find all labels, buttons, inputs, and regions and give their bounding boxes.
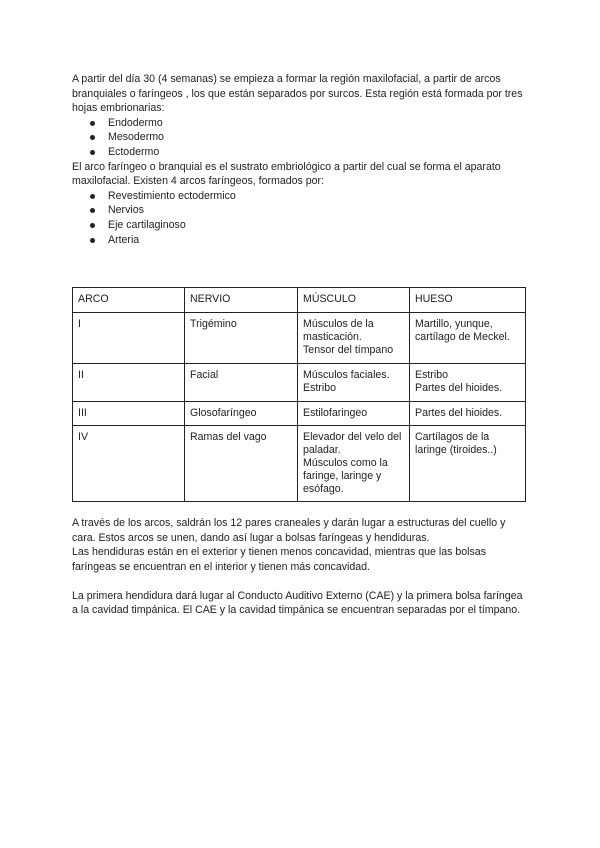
table-cell: Cartílagos de la laringe (tiroides..) bbox=[410, 426, 526, 502]
arch-components-list bbox=[72, 189, 530, 247]
table-cell: Ramas del vago bbox=[185, 426, 298, 502]
pharyngeal-arches-table bbox=[72, 287, 526, 502]
arches-paragraph: A través de los arcos, saldrán los 12 pares craneales y darán lugar a estructuras del cuello y cara. Estos arcos se unen, dando así lugar a bolsas faríngeas y hendiduras. bbox=[72, 517, 506, 544]
list-item: Arteria bbox=[72, 233, 530, 248]
list-item: Revestimiento ectodermico bbox=[72, 189, 530, 204]
table-cell: Estribo Partes del hioides. bbox=[410, 363, 526, 401]
header-cell: HUESO bbox=[410, 288, 526, 313]
list-item: Ectodermo bbox=[72, 145, 530, 160]
header-cell: ARCO bbox=[73, 288, 185, 313]
intro-paragraph: A partir del día 30 (4 semanas) se empieza a formar la región maxilofacial, a partir de arcos branquiales o faríngeos , los que están separados por surcos. Esta región está formada por tres hojas embrionarias: bbox=[72, 73, 523, 115]
list-item: Mesodermo bbox=[72, 130, 530, 145]
table-cell: IV bbox=[73, 426, 185, 502]
table-cell: Martillo, yunque, cartílago de Meckel. bbox=[410, 312, 526, 363]
table-cell: Glosofaríngeo bbox=[185, 401, 298, 426]
document-page bbox=[72, 72, 530, 618]
arch-paragraph: El arco faríngeo o branquial es el sustrato embriológico a partir del cual se forma el aparato maxilofacial. Existen 4 arcos faríngeos, formados por: bbox=[72, 160, 501, 188]
cae-paragraph: La primera hendidura dará lugar al Conducto Auditivo Externo (CAE) y la primera bolsa faríngea a la cavidad timpánica. El CAE y la cavidad timpánica se encuentran separadas por el tímpano. bbox=[72, 589, 523, 617]
table-cell: I bbox=[73, 312, 185, 363]
table-cell: Estilofaringeo bbox=[298, 401, 410, 426]
list-item: Nervios bbox=[72, 203, 530, 218]
table-cell: II bbox=[73, 363, 185, 401]
table-header-row bbox=[73, 288, 526, 313]
embryonic-layers-list bbox=[72, 116, 530, 160]
clefts-paragraph: Las hendiduras están en el exterior y tienen menos concavidad, mientras que las bolsas faríngeas se encuentran en el interior y tienen más concavidad. bbox=[72, 546, 486, 574]
table-row bbox=[73, 363, 526, 401]
table-cell: Elevador del velo del paladar. Músculos como la faringe, laringe y esófago. bbox=[298, 426, 410, 502]
table-cell: Músculos de la masticación. Tensor del tímpano bbox=[298, 312, 410, 363]
table-cell: Trigémino bbox=[185, 312, 298, 363]
table-cell: Partes del hioides. bbox=[410, 401, 526, 426]
header-cell: NERVIO bbox=[185, 288, 298, 313]
table-cell: Facial bbox=[185, 363, 298, 401]
table-row bbox=[73, 401, 526, 426]
list-item: Eje cartilaginoso bbox=[72, 218, 530, 233]
table-row bbox=[73, 426, 526, 502]
list-item: Endodermo bbox=[72, 116, 530, 131]
table-cell: Músculos faciales. Estribo bbox=[298, 363, 410, 401]
table-cell: III bbox=[73, 401, 185, 426]
header-cell: MÚSCULO bbox=[298, 288, 410, 313]
table-row bbox=[73, 312, 526, 363]
